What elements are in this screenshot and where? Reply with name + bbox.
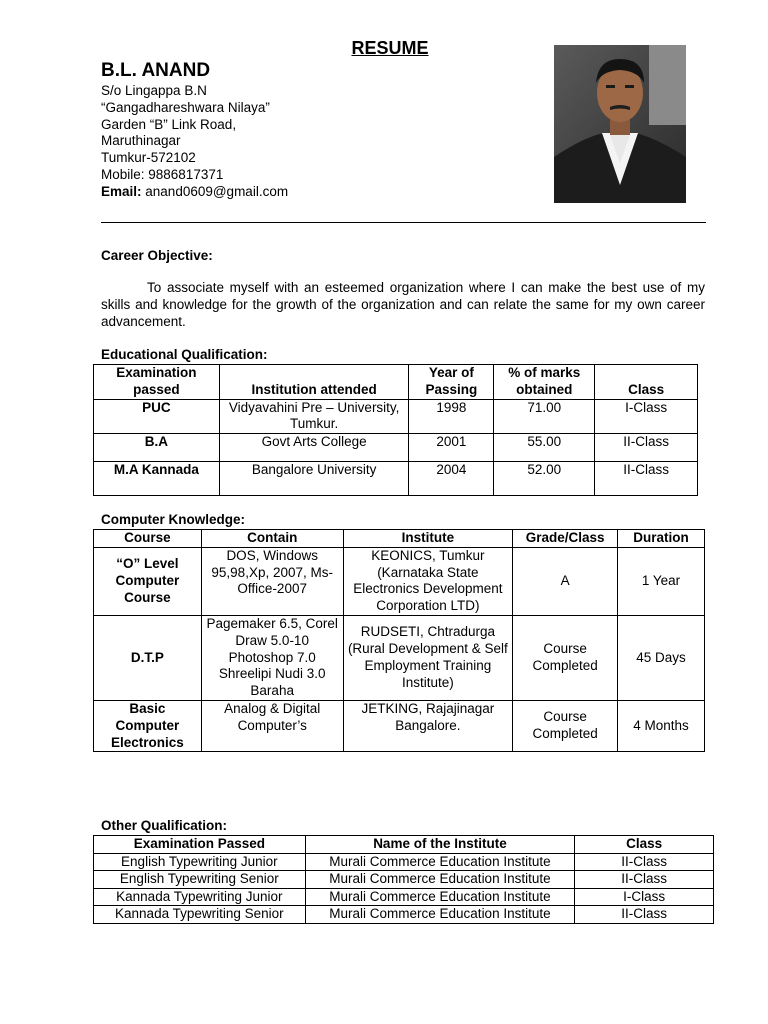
table-header-row <box>94 836 714 854</box>
table-cell: 1998 <box>409 399 494 434</box>
table-cell: 2004 <box>409 462 494 496</box>
mobile-line: Mobile: 9886817371 <box>101 166 224 182</box>
table-cell: JETKING, Rajajinagar Bangalore. <box>343 700 513 751</box>
address-line: Garden “B” Link Road, <box>101 116 237 132</box>
other-qualification-table <box>93 835 714 924</box>
table-cell: II-Class <box>595 462 698 496</box>
table-cell: “O” Level Computer Course <box>94 547 202 615</box>
table-cell: II-Class <box>595 434 698 462</box>
table-cell: Course Completed <box>513 615 618 700</box>
table-header-cell: Contain <box>201 530 343 548</box>
table-cell: DOS, Windows 95,98,Xp, 2007, Ms-Office-2007 <box>201 547 343 615</box>
computer-knowledge-table <box>93 529 705 752</box>
address-line: Maruthinagar <box>101 133 181 149</box>
table-cell: 52.00 <box>494 462 595 496</box>
table-cell: 4 Months <box>618 700 705 751</box>
table-cell: PUC <box>94 399 220 434</box>
table-cell: Murali Commerce Education Institute <box>305 871 575 889</box>
table-cell: Analog & Digital Computer’s <box>201 700 343 751</box>
table-header-cell: Duration <box>618 530 705 548</box>
table-cell: Murali Commerce Education Institute <box>305 853 575 871</box>
profile-photo-image <box>554 45 686 203</box>
table-header-cell: Class <box>575 836 714 854</box>
table-row <box>94 615 705 700</box>
table-cell: Vidyavahini Pre – University, Tumkur. <box>219 399 409 434</box>
table-cell: 1 Year <box>618 547 705 615</box>
table-header-cell: % of marks obtained <box>494 365 595 400</box>
table-cell: M.A Kannada <box>94 462 220 496</box>
table-cell: Kannada Typewriting Senior <box>94 906 306 924</box>
table-row <box>94 906 714 924</box>
career-objective-heading: Career Objective: <box>101 248 213 263</box>
table-cell: II-Class <box>575 871 714 889</box>
table-cell: RUDSETI, Chtradurga (Rural Development & Self Employment Training Institute) <box>343 615 513 700</box>
address-line: “Gangadhareshwara Nilaya” <box>101 99 270 115</box>
email-value: anand0609@gmail.com <box>145 183 289 199</box>
profile-photo <box>554 45 686 203</box>
table-cell: Murali Commerce Education Institute <box>305 906 575 924</box>
address-line: S/o Lingappa B.N <box>101 83 207 98</box>
table-cell: KEONICS, Tumkur (Karnataka State Electronics Development Corporation LTD) <box>343 547 513 615</box>
table-header-row <box>94 530 705 548</box>
address-block <box>101 83 288 201</box>
table-cell: I-Class <box>575 888 714 906</box>
table-cell: Course Completed <box>513 700 618 751</box>
page-title: RESUME <box>351 38 429 58</box>
career-objective-text <box>101 280 705 330</box>
table-row <box>94 700 705 751</box>
table-cell: Kannada Typewriting Junior <box>94 888 306 906</box>
divider-line <box>101 222 706 223</box>
table-cell: II-Class <box>575 906 714 924</box>
email-label: Email: <box>101 183 142 199</box>
table-row <box>94 888 714 906</box>
table-cell: II-Class <box>575 853 714 871</box>
table-header-cell: Examination Passed <box>94 836 306 854</box>
table-header-cell: Year of Passing <box>409 365 494 400</box>
address-line: Tumkur-572102 <box>101 150 196 166</box>
candidate-name: B.L. ANAND <box>101 60 211 81</box>
education-heading: Educational Qualification: <box>101 347 268 362</box>
table-row <box>94 462 698 496</box>
table-cell: Murali Commerce Education Institute <box>305 888 575 906</box>
table-cell: 2001 <box>409 434 494 462</box>
table-cell: A <box>513 547 618 615</box>
table-cell: 45 Days <box>618 615 705 700</box>
email-line <box>101 184 288 201</box>
table-cell: Pagemaker 6.5, Corel Draw 5.0-10 Photoshop 7.0 Shreelipi Nudi 3.0 Baraha <box>201 615 343 700</box>
table-row <box>94 871 714 889</box>
table-cell: Govt Arts College <box>219 434 409 462</box>
table-header-cell: Class <box>595 365 698 400</box>
table-cell: D.T.P <box>94 615 202 700</box>
computer-knowledge-heading: Computer Knowledge: <box>101 512 245 527</box>
table-cell: I-Class <box>595 399 698 434</box>
table-header-cell: Institution attended <box>219 365 409 400</box>
table-cell: Basic Computer Electronics <box>94 700 202 751</box>
career-objective-body: To associate myself with an esteemed organization where I can make the best use of my skills and knowledge for the growth of the organization and can relate the same for my own career advancement. <box>101 280 705 329</box>
table-row <box>94 399 698 434</box>
table-cell: 71.00 <box>494 399 595 434</box>
table-row <box>94 434 698 462</box>
table-row <box>94 547 705 615</box>
table-header-row <box>94 365 698 400</box>
table-header-cell: Examination passed <box>94 365 220 400</box>
education-table <box>93 364 698 496</box>
table-header-cell: Course <box>94 530 202 548</box>
table-row <box>94 853 714 871</box>
table-header-cell: Grade/Class <box>513 530 618 548</box>
table-header-cell: Institute <box>343 530 513 548</box>
table-cell: Bangalore University <box>219 462 409 496</box>
table-cell: 55.00 <box>494 434 595 462</box>
table-cell: English Typewriting Junior <box>94 853 306 871</box>
other-qualification-heading: Other Qualification: <box>101 818 228 833</box>
table-cell: B.A <box>94 434 220 462</box>
table-header-cell: Name of the Institute <box>305 836 575 854</box>
table-cell: English Typewriting Senior <box>94 871 306 889</box>
